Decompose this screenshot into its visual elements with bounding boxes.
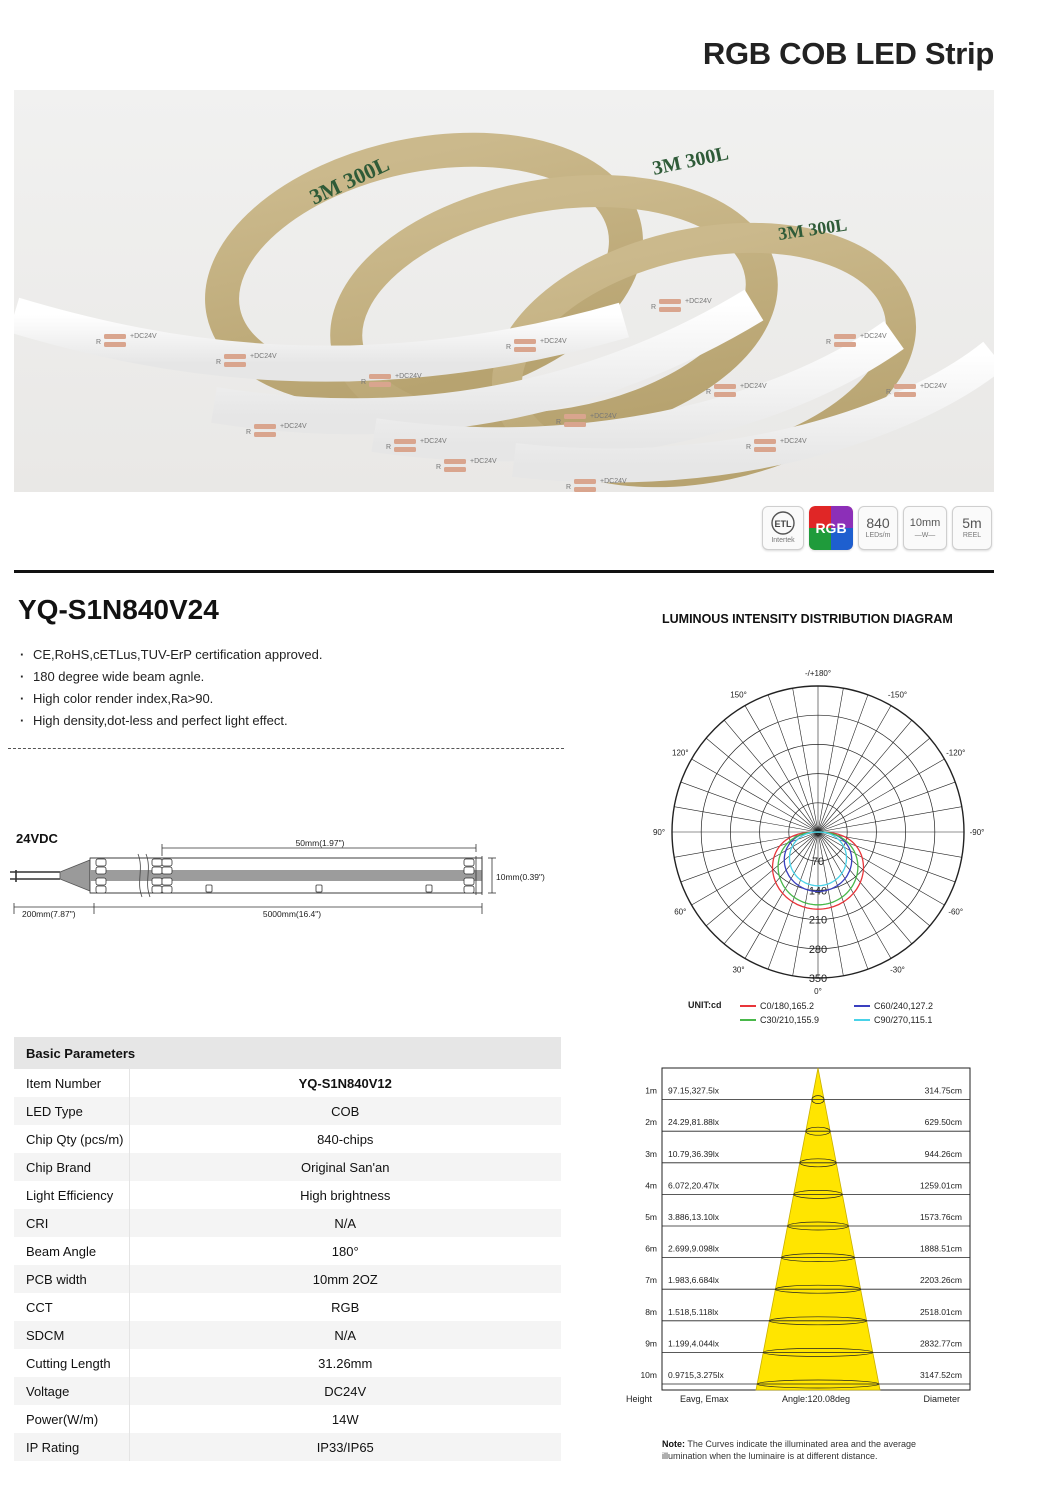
pad-channel-print: R (706, 389, 712, 396)
illuminance-label: 1.518,5.118lx (668, 1306, 719, 1317)
param-value: YQ-S1N840V12 (298, 1075, 392, 1091)
diameter-label: 2203.26cm (919, 1275, 962, 1286)
legend-item (854, 1015, 932, 1025)
param-key: Cutting Length (14, 1349, 129, 1377)
solder-pad (659, 307, 681, 312)
pad-channel-print: R (746, 444, 752, 451)
height-label: 9m (645, 1338, 657, 1349)
height-label: 10m (640, 1370, 657, 1380)
legend-swatch (740, 1005, 756, 1007)
angle-label: 60° (674, 907, 687, 917)
param-key: Item Number (14, 1069, 129, 1097)
param-key: LED Type (14, 1097, 129, 1125)
table-row (14, 1069, 561, 1097)
param-value: 180° (331, 1243, 359, 1259)
basic-parameters-table (14, 1037, 561, 1461)
legend-swatch (854, 1005, 870, 1007)
pad-channel-print: R (886, 389, 892, 396)
pad-voltage-print: +DC24V (590, 413, 617, 420)
reel-caption: REEL (962, 532, 982, 539)
solder-pad (369, 382, 391, 387)
param-value: 840-chips (317, 1131, 374, 1147)
pad-voltage-print: +DC24V (420, 438, 447, 445)
note-label: Note: (662, 1439, 685, 1449)
pad-voltage-print: +DC24V (780, 438, 807, 445)
diameter-label: 3147.52cm (919, 1370, 962, 1380)
param-value: DC24V (129, 1377, 561, 1405)
param-value: IP33/IP65 (129, 1433, 561, 1461)
legend-label: C60/240,127.2 (874, 1001, 934, 1011)
param-key: PCB width (14, 1265, 129, 1293)
angle-label: -60° (948, 907, 964, 917)
param-value: 31.26mm (318, 1355, 373, 1371)
height-label: 3m (645, 1148, 657, 1159)
solder-pad (394, 439, 416, 444)
solder-pad (714, 384, 736, 389)
solder-pad (369, 374, 391, 379)
angle-label: 90° (652, 828, 666, 837)
diameter-label: 629.50cm (924, 1117, 962, 1128)
pad-voltage-print: +DC24V (470, 458, 497, 465)
param-value: 10mm 2OZ (129, 1265, 561, 1293)
feature-item: · High color render index,Ra>90. (20, 690, 323, 712)
radial-label: 280 (808, 943, 828, 956)
solder-pad (514, 339, 536, 344)
param-key: Chip Qty (pcs/m) (14, 1125, 129, 1153)
param-value: N/A (129, 1209, 561, 1237)
illuminance-label: 1.199,4.044lx (668, 1338, 720, 1349)
length-dimension: 5000mm(16.4") (262, 909, 322, 919)
param-key: CRI (14, 1209, 129, 1237)
param-key: SDCM (14, 1321, 129, 1349)
etl-badge (762, 506, 804, 550)
illuminance-cone-diagram (620, 1066, 980, 1432)
solder-pad-group (651, 298, 712, 312)
pad-channel-print: R (506, 344, 512, 351)
width-dimension: 10mm(0.39") (496, 872, 545, 882)
footer-diameter: Diameter (923, 1394, 960, 1404)
legend-label: C90/270,115.1 (874, 1015, 933, 1025)
height-label: 4m (645, 1180, 657, 1191)
diameter-label: 1573.76cm (919, 1212, 962, 1222)
pad-channel-print: R (216, 359, 222, 366)
param-key: IP Rating (14, 1433, 129, 1461)
pad-voltage-print: +DC24V (130, 333, 157, 340)
legend-swatch (854, 1019, 870, 1021)
table-row (14, 1153, 561, 1181)
solder-pad (254, 424, 276, 429)
footer-eavg: Eavg, Emax (680, 1394, 729, 1404)
angle-label: -/+180° (804, 669, 832, 678)
footer-angle: Angle:120.08deg (781, 1394, 851, 1404)
diameter-label: 1259.01cm (919, 1180, 962, 1191)
illuminance-label: 24.29,81.88lx (668, 1117, 720, 1128)
illuminance-label: 10.79,36.39lx (668, 1148, 720, 1159)
solder-pad (659, 299, 681, 304)
height-label: 8m (645, 1306, 657, 1317)
diameter-label: 944.26cm (924, 1148, 962, 1159)
radial-label: 140 (808, 885, 828, 898)
pad-channel-print: R (826, 339, 832, 346)
pad-channel-print: R (566, 484, 572, 491)
pad-voltage-print: +DC24V (395, 373, 422, 380)
table-row (14, 1405, 561, 1433)
solder-pad (894, 384, 916, 389)
pad-channel-print: R (436, 464, 442, 471)
led-density-value: 840 (866, 515, 890, 531)
solder-pad (514, 347, 536, 352)
angle-label: -90° (969, 828, 985, 837)
solder-pad (714, 392, 736, 397)
radial-label: 210 (808, 914, 828, 927)
note-text: The Curves indicate the illuminated area and the average illumination when the luminaire is at different distance. (662, 1439, 916, 1461)
tape-print-3: 3M 300L (776, 214, 849, 244)
table-row (14, 1293, 561, 1321)
diameter-label: 1888.51cm (919, 1243, 962, 1254)
table-title: Basic Parameters (14, 1037, 561, 1069)
tape-print-1: 3M 300L (305, 150, 394, 210)
param-key: Voltage (14, 1377, 129, 1405)
led-strip-reel-illustration (14, 90, 994, 492)
illuminance-label: 0.9715,3.275lx (668, 1370, 724, 1380)
radial-label: 70 (811, 856, 825, 869)
legend-label: C30/210,155.9 (760, 1015, 820, 1025)
angle-label: 120° (672, 748, 689, 758)
rgb-badge (809, 506, 853, 550)
solder-pad (444, 459, 466, 464)
pad-channel-print: R (96, 339, 102, 346)
pad-voltage-print: +DC24V (920, 383, 947, 390)
luminous-intensity-polar-chart (636, 666, 996, 996)
solder-pad (564, 422, 586, 427)
legend-item (740, 1001, 814, 1011)
legend-item (740, 1015, 819, 1025)
illuminance-label: 6.072,20.47lx (668, 1180, 720, 1191)
height-label: 2m (645, 1117, 657, 1128)
radial-label: 0 (814, 827, 822, 839)
illuminance-label: 97.15,327.5lx (668, 1085, 720, 1096)
table-row (14, 1433, 561, 1461)
voltage-label: 24VDC (16, 831, 58, 846)
height-label: 5m (645, 1212, 657, 1222)
rgb-label: RGB (815, 520, 847, 536)
pad-channel-print: R (386, 444, 392, 451)
solder-pad (834, 342, 856, 347)
polar-chart-title: LUMINOUS INTENSITY DISTRIBUTION DIAGRAM (662, 612, 953, 626)
etl-listed-icon (770, 510, 796, 536)
solder-pad (254, 432, 276, 437)
pad-voltage-print: +DC24V (540, 338, 567, 345)
width-caption: —W— (914, 532, 936, 539)
diameter-label: 314.75cm (924, 1085, 962, 1096)
solder-pad (394, 447, 416, 452)
illuminance-label: 3.886,13.10lx (668, 1212, 720, 1222)
param-value: 14W (331, 1411, 359, 1427)
led-density-badge (858, 506, 898, 550)
solder-pad (444, 467, 466, 472)
width-value: 10mm (909, 517, 941, 529)
cone-note (662, 1438, 962, 1462)
legend-swatch (740, 1019, 756, 1021)
unit-label: UNIT:cd (688, 1000, 722, 1010)
diameter-label: 2832.77cm (919, 1338, 962, 1349)
light-cone (756, 1068, 880, 1390)
angle-label: -150° (887, 690, 908, 700)
pad-channel-print: R (246, 429, 252, 436)
feature-list (20, 646, 323, 734)
diameter-label: 2518.01cm (919, 1306, 962, 1317)
width-badge (903, 506, 947, 550)
dimension-drawing (10, 834, 560, 924)
etl-caption: Intertek (771, 537, 795, 544)
table-row (14, 1125, 561, 1153)
model-number: YQ-S1N840V24 (18, 594, 219, 625)
table-row (14, 1209, 561, 1237)
footer-height: Height (626, 1394, 653, 1404)
legend-item (854, 1001, 933, 1011)
radial-label: 350 (808, 973, 828, 985)
solder-pad (574, 487, 596, 492)
param-key: CCT (14, 1293, 129, 1321)
page-title: RGB COB LED Strip (702, 36, 994, 71)
param-key: Beam Angle (14, 1237, 129, 1265)
segment-dimension: 50mm(1.97") (295, 838, 345, 848)
reel-badge (952, 506, 992, 550)
height-label: 7m (645, 1275, 657, 1286)
table-row (14, 1097, 561, 1125)
feature-item: · High density,dot-less and perfect light effect. (20, 712, 323, 734)
height-label: 6m (645, 1243, 657, 1254)
table-row (14, 1237, 561, 1265)
table-row (14, 1349, 561, 1377)
table-row (14, 1321, 561, 1349)
product-photo (14, 90, 994, 492)
feature-item: · 180 degree wide beam agnle. (20, 668, 323, 690)
pad-voltage-print: +DC24V (250, 353, 277, 360)
angle-label: 0° (814, 987, 822, 996)
param-key: Power(W/m) (14, 1405, 129, 1433)
illuminance-label: 2.699,9.098lx (668, 1243, 720, 1254)
angle-label: -120° (946, 748, 966, 758)
pad-channel-print: R (651, 304, 657, 311)
rgb-color-icon (809, 506, 853, 550)
etl-mark: ETL (774, 519, 792, 529)
table-row (14, 1377, 561, 1405)
solder-pad (754, 439, 776, 444)
solder-pad (574, 479, 596, 484)
pad-channel-print: R (361, 379, 367, 386)
illuminance-label: 1.983,6.684lx (668, 1275, 720, 1286)
solder-pad (834, 334, 856, 339)
reel-value: 5m (962, 515, 982, 531)
pad-voltage-print: +DC24V (685, 298, 712, 305)
feature-item: · CE,RoHS,cETLus,TUV-ErP certification approved. (20, 646, 323, 668)
section-divider (14, 570, 994, 573)
param-value: Original San'an (129, 1153, 561, 1181)
dashed-separator (8, 748, 564, 749)
solder-pad (104, 342, 126, 347)
solder-pad (104, 334, 126, 339)
param-value: High brightness (300, 1187, 391, 1203)
table-row (14, 1265, 561, 1293)
legend-label: C0/180,165.2 (760, 1001, 815, 1011)
angle-label: -30° (890, 965, 905, 975)
angle-label: 30° (732, 965, 745, 975)
lead-dimension: 200mm(7.87") (22, 909, 76, 919)
solder-pad (224, 354, 246, 359)
pad-channel-print: R (556, 419, 562, 426)
solder-pad (564, 414, 586, 419)
param-value: RGB (331, 1299, 360, 1315)
pad-voltage-print: +DC24V (740, 383, 767, 390)
height-label: 1m (645, 1085, 657, 1096)
solder-pad (754, 447, 776, 452)
pad-voltage-print: +DC24V (600, 478, 627, 485)
param-value: N/A (129, 1321, 561, 1349)
pad-voltage-print: +DC24V (860, 333, 887, 340)
solder-pad (224, 362, 246, 367)
tape-print-2: 3M 300L (650, 142, 731, 180)
table-row (14, 1181, 561, 1209)
angle-label: 150° (730, 690, 747, 700)
led-density-caption: LEDs/m (865, 532, 891, 539)
pad-voltage-print: +DC24V (280, 423, 307, 430)
solder-pad (894, 392, 916, 397)
polar-legend (688, 998, 988, 1030)
param-value: COB (129, 1097, 561, 1125)
param-key: Light Efficiency (14, 1181, 129, 1209)
spec-badges (762, 506, 992, 550)
param-key: Chip Brand (14, 1153, 129, 1181)
